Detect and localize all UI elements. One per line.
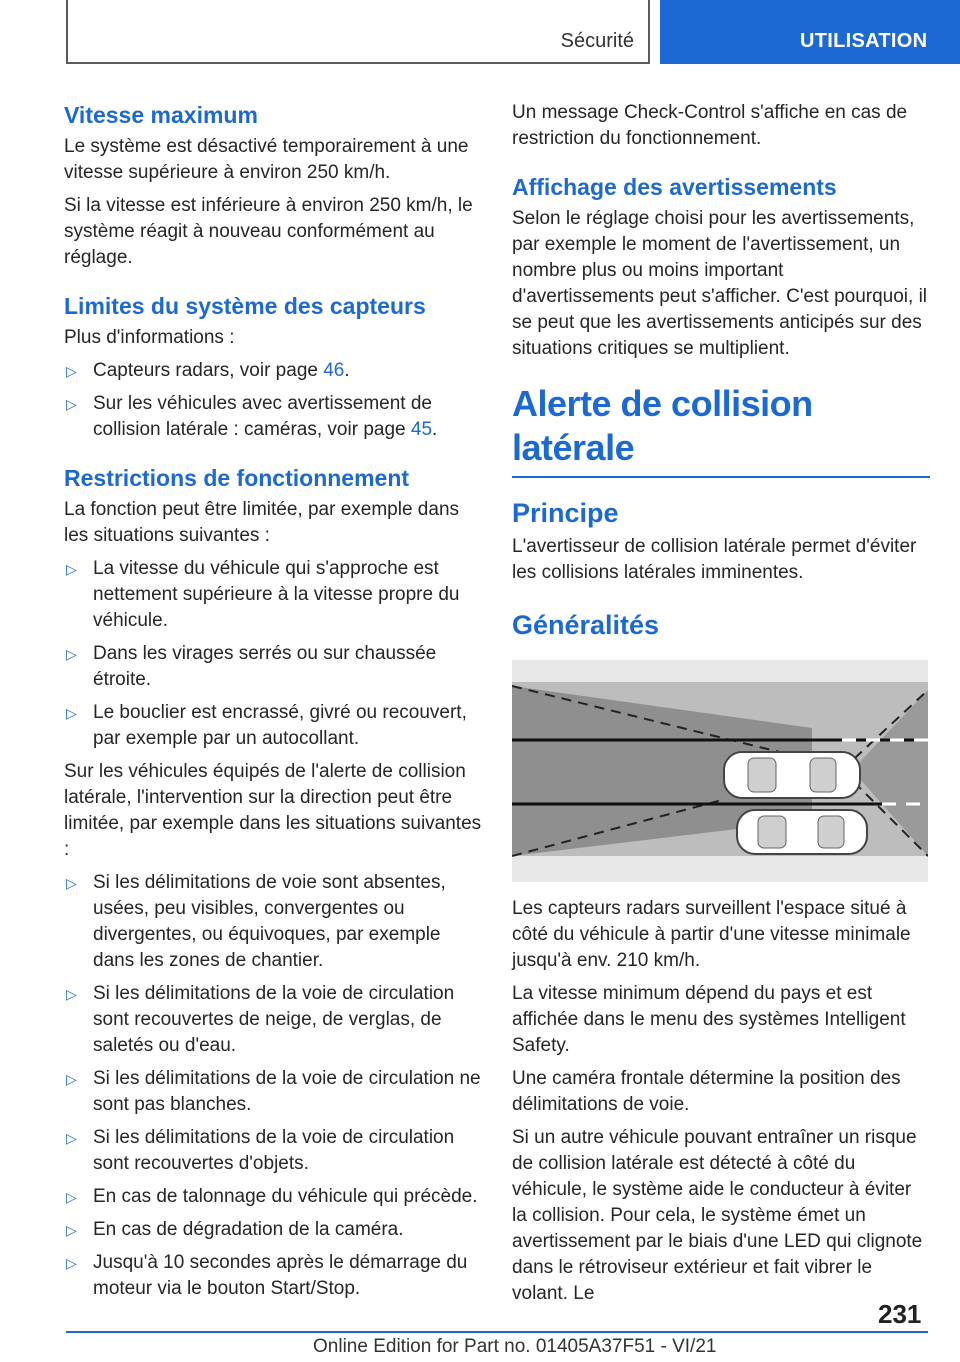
collision-warning-illustration <box>512 660 928 882</box>
section-label: Sécurité <box>560 30 634 52</box>
chapter-heading: Alerte de collision latérale <box>512 382 930 478</box>
paragraph: La vitesse minimum dépend du pays et est affichée dans le menu des systèmes Intelligent Safety. <box>512 983 906 1056</box>
list-item-text: Si les délimitations de la voie de circulation sont recouvertes de neige, de verglas, de saletés ou d'eau. <box>93 983 455 1056</box>
list-item-text: Si les délimitations de la voie de circulation sont recouvertes d'objets. <box>93 1127 455 1174</box>
adjacent-car <box>737 810 867 854</box>
list-item-end: . <box>432 419 438 440</box>
paragraph: Une caméra frontale détermine la position des délimitations de voie. <box>512 1068 901 1115</box>
list-item <box>64 358 482 384</box>
list-item <box>64 391 482 443</box>
paragraph: Sur les véhicules équipés de l'alerte de collision latérale, l'intervention sur la direction peut être limitée, par exemple dans les situations suivantes : <box>64 761 482 860</box>
list-item <box>64 1066 482 1118</box>
chapter-tab-label: UTILISATION <box>800 30 928 52</box>
triangle-bullet-icon: ▷ <box>66 1222 77 1238</box>
road-diagram <box>512 660 928 882</box>
list-item <box>64 641 482 693</box>
ego-car <box>724 752 860 798</box>
heading-vitesse-maximum: Vitesse maximum <box>64 102 258 128</box>
header-bar <box>66 0 650 64</box>
limits-list <box>64 358 482 443</box>
steering-list <box>64 870 482 1302</box>
list-item-text: Jusqu'à 10 secondes après le démarrage du moteur via le bouton Start/Stop. <box>93 1252 468 1299</box>
paragraph: Les capteurs radars surveillent l'espace situé à côté du véhicule à partir d'une vitesse minimale jusqu'à env. 210 km/h. <box>512 898 911 971</box>
heading-restrictions: Restrictions de fonctionnement <box>64 465 410 491</box>
edition-note: Online Edition for Part no. 01405A37F51 - VI/21 <box>313 1336 717 1357</box>
list-item-text: Dans les virages serrés ou sur chaussée étroite. <box>93 643 437 690</box>
right-column <box>512 100 930 1314</box>
page-link-46[interactable]: 46 <box>323 360 345 381</box>
page-number: 231 <box>878 1299 922 1329</box>
list-item <box>64 1217 482 1243</box>
list-item <box>64 556 482 634</box>
heading-limites-capteurs: Limites du système des capteurs <box>64 293 426 319</box>
list-item-text: Si les délimitations de la voie de circulation ne sont pas blanches. <box>93 1068 481 1115</box>
list-item-text: Si les délimitations de voie sont absentes, usées, peu visibles, convergentes ou divergentes, ou équivoques, par exemple dans les zones de chantier. <box>93 872 446 971</box>
triangle-bullet-icon: ▷ <box>66 705 77 721</box>
heading-generalites: Généralités <box>512 610 660 640</box>
paragraph: Si un autre véhicule pouvant entraîner un risque de collision latérale est détecté à côté du véhicule, le système aide le conducteur à éviter la collision. Pour cela, le système émet un avertissement par le biais d'une LED qui clignote dans le rétroviseur extérieur et fait vibrer le volant. Le <box>512 1127 923 1304</box>
paragraph: Selon le réglage choisi pour les avertissements, par exemple le moment de l'avertissement, un nombre plus ou moins important d'avertissements peut s'afficher. C'est pourquoi, il se peut que les avertissements anticipés sur des situations critiques se multiplient. <box>512 208 928 359</box>
list-item-end: . <box>344 360 350 381</box>
paragraph: Si la vitesse est inférieure à environ 250 km/h, le système réagit à nouveau conformément au réglage. <box>64 195 473 268</box>
chapter-tab[interactable] <box>660 0 960 64</box>
heading-affichage-avertissements: Affichage des avertissements <box>512 174 837 200</box>
triangle-bullet-icon: ▷ <box>66 646 77 662</box>
list-item <box>64 870 482 974</box>
triangle-bullet-icon: ▷ <box>66 1130 77 1146</box>
paragraph: La fonction peut être limitée, par exemple dans les situations suivantes : <box>64 499 460 546</box>
list-item <box>64 700 482 752</box>
triangle-bullet-icon: ▷ <box>66 561 77 577</box>
heading-principe: Principe <box>512 498 619 528</box>
list-item-text: La vitesse du véhicule qui s'approche est nettement supérieure à la vitesse propre du véhicule. <box>93 558 460 631</box>
list-item-text: En cas de talonnage du véhicule qui précède. <box>93 1186 478 1207</box>
left-column <box>64 100 482 1309</box>
list-item-text: Sur les véhicules avec avertissement de collision latérale : caméras, voir page <box>93 393 432 440</box>
list-item-text: En cas de dégradation de la caméra. <box>93 1219 404 1240</box>
triangle-bullet-icon: ▷ <box>66 396 77 412</box>
restrictions-list <box>64 556 482 752</box>
list-item <box>64 1125 482 1177</box>
paragraph: L'avertisseur de collision latérale permet d'éviter les collisions latérales imminentes. <box>512 536 917 583</box>
paragraph: Plus d'informations : <box>64 327 235 348</box>
paragraph: Un message Check-Control s'affiche en cas de restriction du fonctionnement. <box>512 102 908 149</box>
list-item <box>64 981 482 1059</box>
paragraph: Le système est désactivé temporairement à une vitesse supérieure à environ 250 km/h. <box>64 136 469 183</box>
footer-rule <box>66 1331 928 1333</box>
list-item <box>64 1184 482 1210</box>
triangle-bullet-icon: ▷ <box>66 986 77 1002</box>
triangle-bullet-icon: ▷ <box>66 363 77 379</box>
triangle-bullet-icon: ▷ <box>66 875 77 891</box>
triangle-bullet-icon: ▷ <box>66 1189 77 1205</box>
triangle-bullet-icon: ▷ <box>66 1071 77 1087</box>
triangle-bullet-icon: ▷ <box>66 1255 77 1271</box>
list-item-text: Capteurs radars, voir page <box>93 360 324 381</box>
list-item <box>64 1250 482 1302</box>
page-link-45[interactable]: 45 <box>410 419 433 440</box>
list-item-text: Le bouclier est encrassé, givré ou recouvert, par exemple par un autocollant. <box>93 702 467 749</box>
